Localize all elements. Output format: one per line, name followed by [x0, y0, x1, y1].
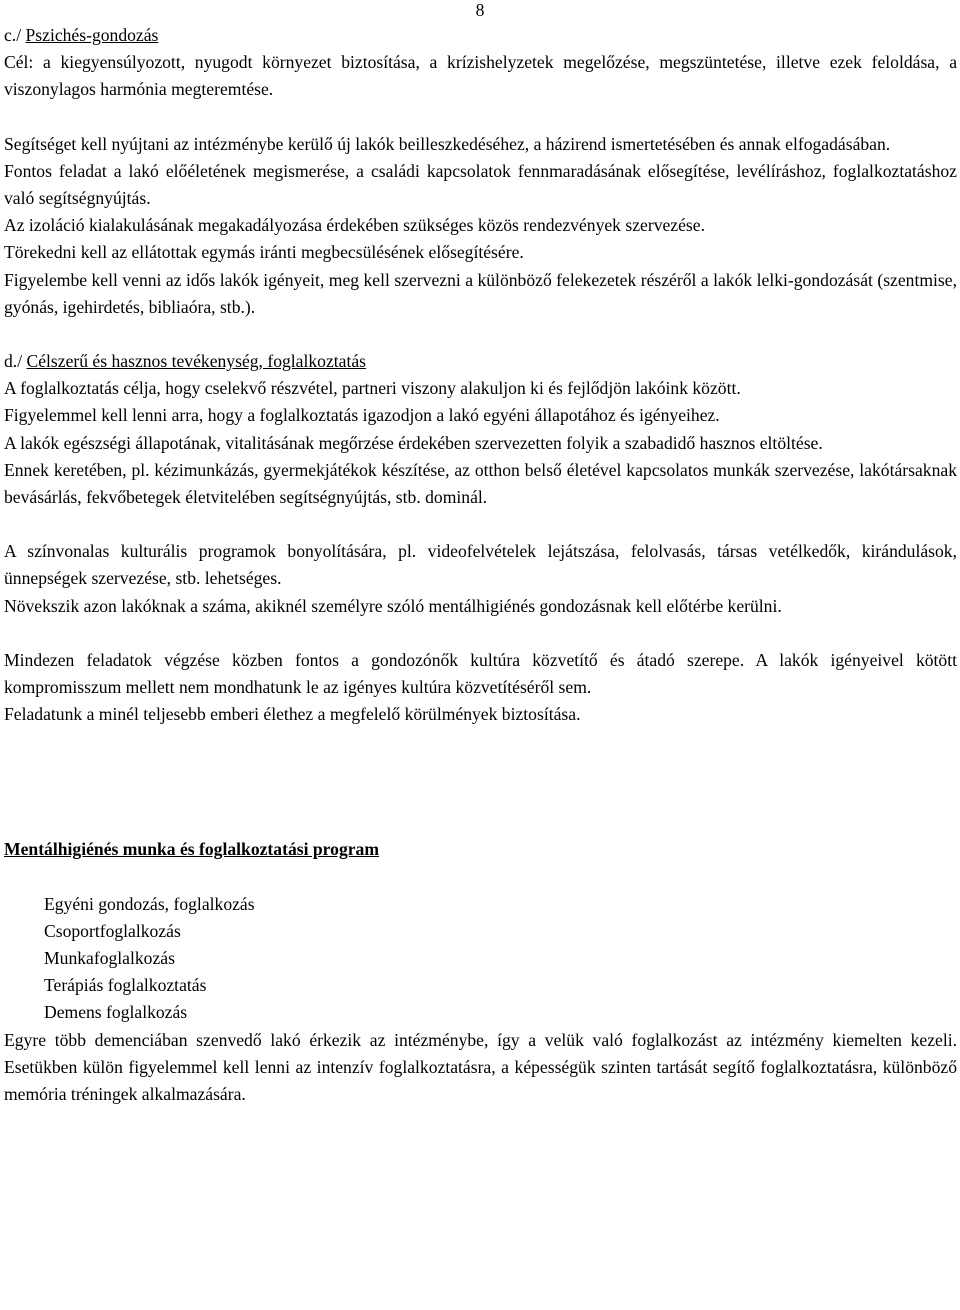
spacer: [4, 104, 957, 131]
section-c-paragraph: Törekedni kell az ellátottak egymás iránti megbecsülésének elősegítésére.: [4, 242, 524, 263]
section-d-heading: [4, 348, 957, 375]
section-d-title: Célszerű és hasznos tevékenység, foglalkoztatás: [26, 351, 367, 372]
program-heading: Mentálhigiénés munka és foglalkoztatási program: [4, 839, 380, 860]
section-c-title: Pszichés-gondozás: [25, 25, 159, 45]
spacer: [4, 511, 957, 538]
page-number: 8: [475, 0, 485, 20]
page-content: [4, 22, 957, 1108]
section-c-paragraph: Figyelembe kell venni az idős lakók igényeit, meg kell szervezni a különböző felekezetek részéről a lakók lelki-gondozását (szentmise, gyónás, igehirdetés, bibliaóra, stb.).: [4, 269, 957, 317]
program-list-item: Egyéni gondozás, foglalkozás: [44, 893, 255, 914]
program-list-item: Munkafoglalkozás: [44, 948, 175, 969]
spacer: [4, 321, 957, 348]
spacer: [4, 864, 957, 891]
section-c-paragraph: Cél: a kiegyensúlyozott, nyugodt környezet biztosítása, a krízishelyzetek megelőzése, megszüntetése, illetve ezek feloldása, a viszonylagos harmónia megteremtése.: [4, 52, 957, 100]
spacer: [4, 782, 957, 809]
program-list: [4, 891, 957, 1027]
program-closing-paragraph: Egyre több demenciában szenvedő lakó érkezik az intézménybe, így a velük való foglalkozást az intézmény kiemelten kezeli. Esetükben külön figyelemmel kell lenni az intenzív foglalkoztatásra, a képességük szinten tartását segítő foglalkoztatásra, különböző memória tréningek alkalmazására.: [4, 1029, 957, 1105]
spacer: [4, 809, 957, 836]
section-d-paragraph: A lakók egészségi állapotának, vitalitásának megőrzése érdekében szervezetten folyik a szabadidő hasznos eltöltése.: [4, 432, 823, 453]
section-d-paragraph: Feladatunk a minél teljesebb emberi élethez a megfelelő körülmények biztosítása.: [4, 704, 581, 725]
section-c-paragraph: Segítséget kell nyújtani az intézménybe kerülő új lakók beilleszkedéséhez, a házirend ismertetésében és annak elfogadásában.: [4, 133, 891, 154]
section-d-paragraph: Figyelemmel kell lenni arra, hogy a foglalkoztatás igazodjon a lakó egyéni állapotához és igényeihez.: [4, 405, 720, 426]
program-list-item: Csoportfoglalkozás: [44, 920, 181, 941]
section-d-paragraph: Mindezen feladatok végzése közben fontos a gondozónők kultúra közvetítő és átadó szerepe. A lakók igényeivel kötött kompromisszum mellett nem mondhatunk le az igényes kultúra közvetítéséről sem.: [4, 649, 957, 698]
section-c-prefix: c./: [4, 25, 26, 45]
program-list-item: Terápiás foglalkoztatás: [44, 975, 207, 996]
section-c-paragraph: Az izoláció kialakulásának megakadályozása érdekében szükséges közös rendezvények szervezése.: [4, 215, 705, 236]
spacer: [4, 755, 957, 782]
section-d-paragraph: Ennek keretében, pl. kézimunkázás, gyermekjátékok készítése, az otthon belső életével kapcsolatos munkák szervezése, lakótársaknak bevásárlás, fekvőbetegek életvitelében segítségnyújtás, stb. dominál.: [4, 459, 957, 508]
section-d-paragraph: A foglalkoztatás célja, hogy cselekvő részvétel, partneri viszony alakuljon ki és fejlődjön lakóink között.: [4, 378, 741, 399]
spacer: [4, 728, 957, 755]
section-d-prefix: d./: [4, 351, 27, 372]
spacer: [4, 620, 957, 647]
section-d-paragraph: Növekszik azon lakóknak a száma, akiknél személyre szóló mentálhigiénés gondozásnak kell előtérbe kerülni.: [4, 595, 782, 616]
section-c-paragraph: Fontos feladat a lakó előéletének megismerése, a családi kapcsolatok fennmaradásának elősegítése, levélíráshoz, foglalkoztatáshoz való segítségnyújtás.: [4, 160, 957, 209]
section-c-heading: [4, 22, 957, 49]
program-list-item: Demens foglalkozás: [44, 1002, 188, 1023]
section-d-paragraph: A színvonalas kulturális programok bonyolítására, pl. videofelvételek lejátszása, felolvasás, társas vetélkedők, kirándulások, ünnepségek szervezése, stb. lehetséges.: [4, 541, 957, 589]
